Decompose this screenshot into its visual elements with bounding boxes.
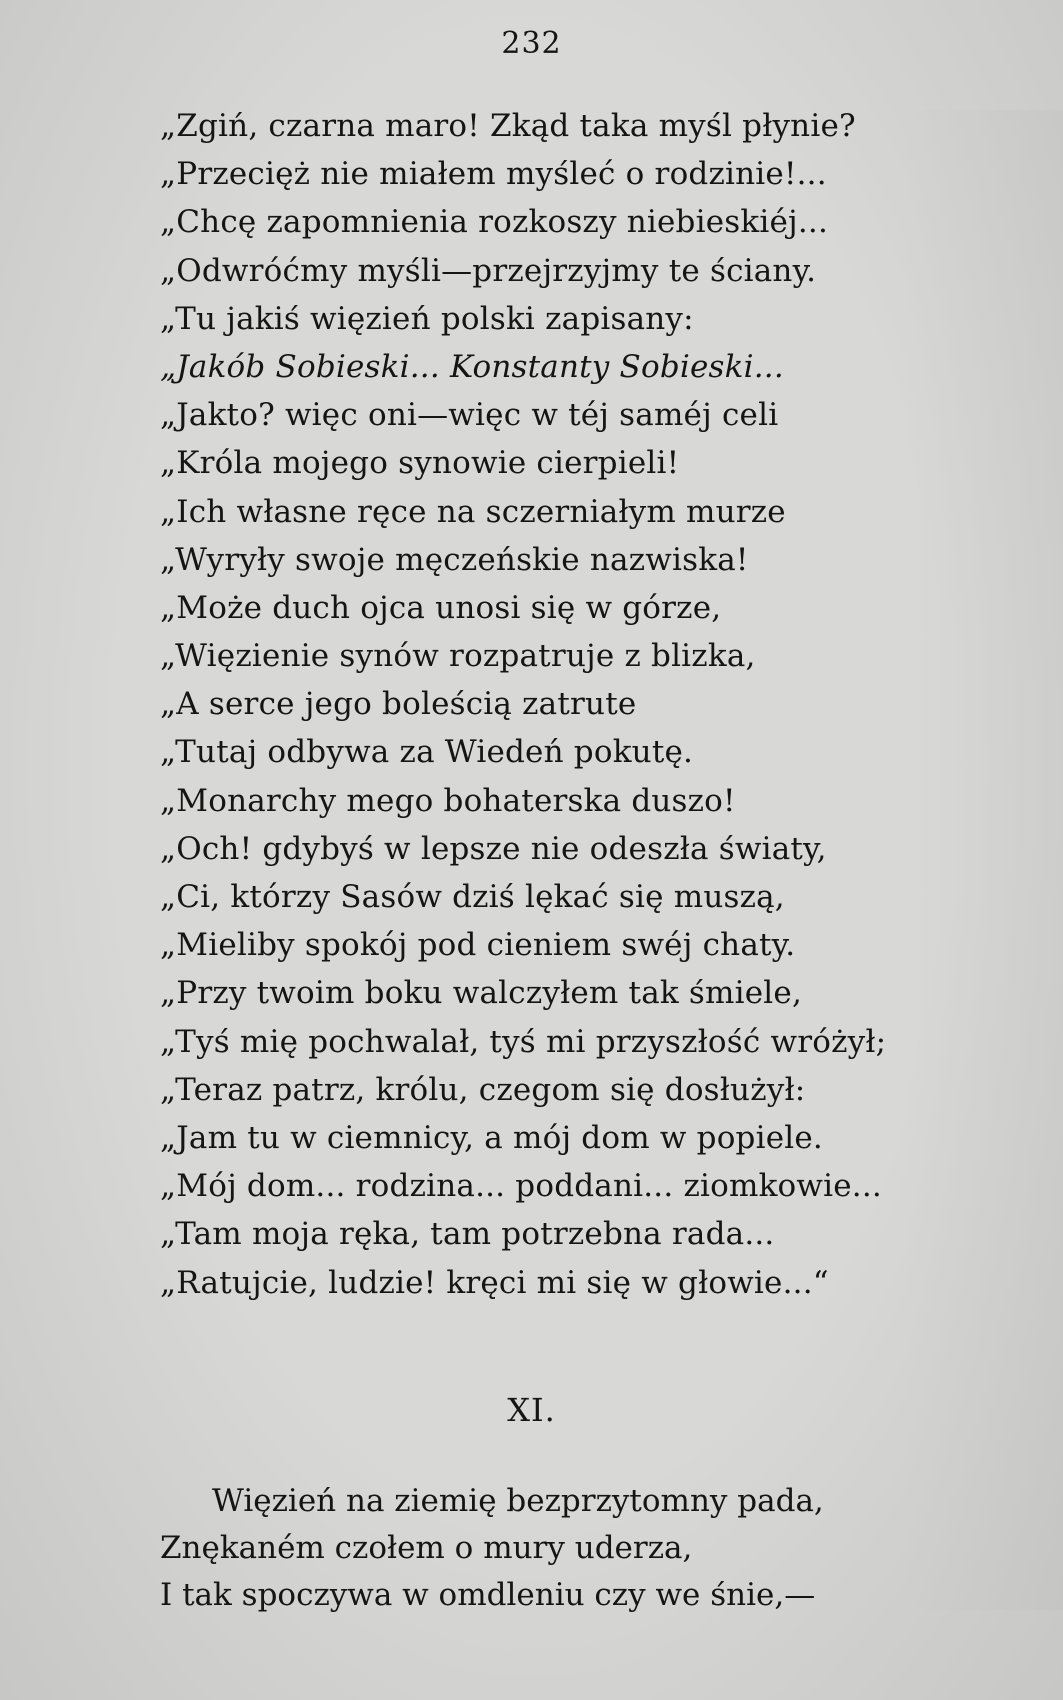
verse-line: „Monarchy mego bohaterska duszo! bbox=[160, 782, 736, 819]
verse-line: „Chcę zapomnienia rozkoszy niebieskiéj... bbox=[160, 204, 828, 241]
verse-line: „Zgiń, czarna maro! Zkąd taka myśl płynie? bbox=[160, 108, 856, 144]
page-number: 232 bbox=[501, 26, 562, 61]
verse-line: „Przecięż nie miałem myśleć o rodzinie!... bbox=[160, 156, 827, 193]
verse-line: „Króla mojego synowie cierpieli! bbox=[160, 445, 680, 482]
verse-line: „Wyryły swoje męczeńskie nazwiska! bbox=[160, 541, 749, 578]
verse-line: „Tutaj odbywa za Wiedeń pokutę. bbox=[160, 734, 694, 771]
verse-line: „Jam tu w ciemnicy, a mój dom w popiele. bbox=[160, 1119, 823, 1156]
verse-line: „Ich własne ręce na sczerniałym murze bbox=[160, 493, 786, 530]
verse-line: „Mój dom... rodzina... poddani... ziomkowie... bbox=[160, 1168, 882, 1205]
verse-line: „A serce jego boleścią zatrute bbox=[160, 686, 637, 723]
stanza-line: Więzień na ziemię bezprzytomny pada, bbox=[212, 1483, 824, 1519]
verse-line: „Och! gdybyś w lepsze nie odeszła światy, bbox=[160, 830, 827, 867]
verse-line: „Odwróćmy myśli—przejrzyjmy te ściany. bbox=[160, 252, 817, 289]
verse-line: „Mieliby spokój pod cieniem swéj chaty. bbox=[160, 927, 796, 964]
stanza-line: Znękaném czołem o mury uderza, bbox=[160, 1530, 693, 1566]
verse-line-inscription: „Jakób Sobieski... Konstanty Sobieski... bbox=[160, 348, 784, 385]
verse-line: „Teraz patrz, królu, czegom się dosłużył: bbox=[160, 1071, 806, 1108]
verse-line: „Jakto? więc oni—więc w téj saméj celi bbox=[160, 397, 779, 434]
stanza-block bbox=[160, 1478, 1030, 1619]
verse-block bbox=[160, 102, 1030, 1307]
verse-line: „Tam moja ręka, tam potrzebna rada... bbox=[160, 1216, 775, 1253]
verse-line: „Ratujcie, ludzie! kręci mi się w głowie...“ bbox=[160, 1264, 829, 1301]
verse-line: „Przy twoim boku walczyłem tak śmiele, bbox=[160, 975, 803, 1012]
section-heading: XI. bbox=[507, 1391, 556, 1429]
verse-line: „Tyś mię pochwalał, tyś mi przyszłość wróżył; bbox=[160, 1023, 887, 1060]
verse-line: „Ci, którzy Sasów dziś lękać się muszą, bbox=[160, 879, 785, 915]
verse-line: „Tu jakiś więzień polski zapisany: bbox=[160, 300, 694, 337]
stanza-line: I tak spoczywa w omdleniu czy we śnie,— bbox=[160, 1577, 816, 1613]
verse-line: „Może duch ojca unosi się w górze, bbox=[160, 589, 722, 626]
verse-line: „Więzienie synów rozpatruje z blizka, bbox=[160, 638, 756, 675]
